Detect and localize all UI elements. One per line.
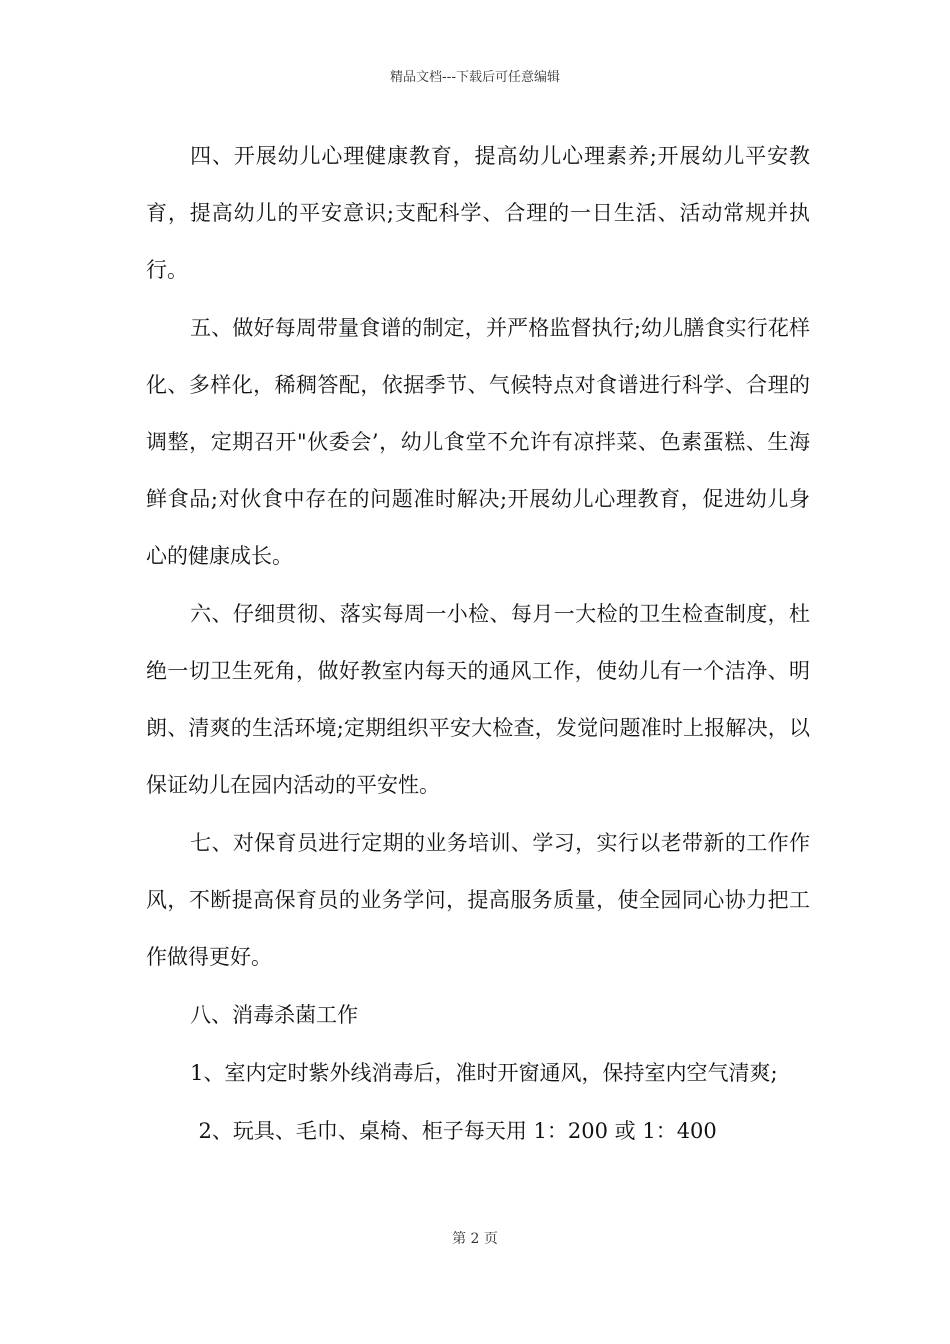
- paragraph-section-6: 六、仔细贯彻、落实每周一小检、每月一大检的卫生检查制度，杜绝一切卫生死角，做好教室内每天的通风工作，使幼儿有一个洁净、明朗、清爽的生活环境;定期组织平安大检查，发觉问题准时上报解决，以保证幼儿在园内活动的平安性。: [146, 602, 810, 797]
- paragraph-item-2: 2、玩具、毛巾、桌椅、柜子每天用 1：200 或 1：400: [198, 1119, 717, 1143]
- paragraph-section-8-heading: 八、消毒杀菌工作: [190, 1003, 359, 1027]
- document-body: [146, 128, 810, 1160]
- paragraph-section-4: 四、开展幼儿心理健康教育，提高幼儿心理素养;开展幼儿平安教育，提高幼儿的平安意识;支配科学、合理的一日生活、活动常规并执行。: [146, 144, 810, 282]
- paragraph-section-7: 七、对保育员进行定期的业务培训、学习，实行以老带新的工作作风，不断提高保育员的业务学问，提高服务质量，使全园同心协力把工作做得更好。: [146, 831, 810, 969]
- paragraph-item-1: 1、室内定时紫外线消毒后，准时开窗通风，保持室内空气清爽;: [190, 1061, 778, 1085]
- page-header: 精品文档---下载后可任意编辑: [389, 70, 561, 85]
- page-number: 第 2 页: [452, 1231, 498, 1247]
- paragraph-section-5: 五、做好每周带量食谱的制定，并严格监督执行;幼儿膳食实行花样化、多样化，稀稠答配，依据季节、气候特点对食谱进行科学、合理的调整，定期召开"伙委会’，幼儿食堂不允许有凉拌菜、色素蛋糕、生海鲜食品;对伙食中存在的问题准时解决;开展幼儿心理教育，促进幼儿身心的健康成长。: [146, 316, 810, 568]
